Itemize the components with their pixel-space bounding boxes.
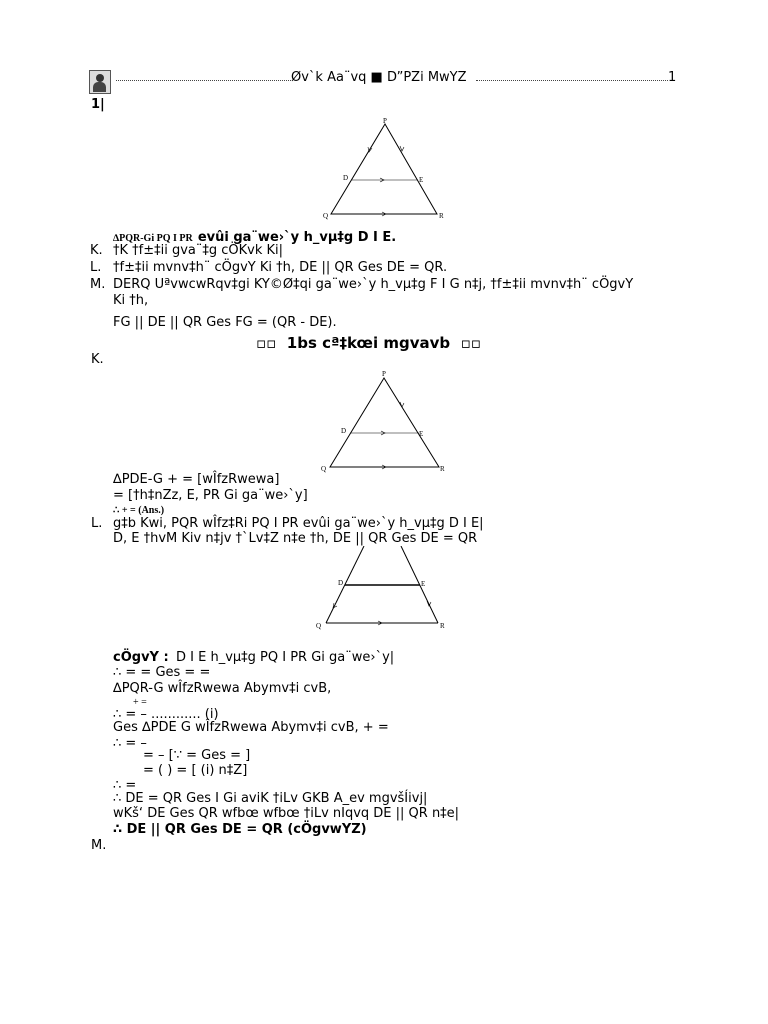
proof-line-3: ∆PQR-G wÎfzRwewa Abymv‡i cvB, (113, 681, 332, 696)
part-m-text: DERQ UªvwcwRqv‡gi KY©Ø‡qi ga¨we›`y h_vµ‡g F I G n‡j, †f±‡ii mvnv‡h¨ cÖgvY (113, 277, 634, 292)
proof-line-7: ∴ = – (113, 736, 147, 751)
label-Q: Q (323, 212, 329, 220)
label-D: D (338, 579, 344, 587)
triangle-figure-2 (318, 370, 448, 474)
solution-k-line-2: = [†h‡nZz, E, PR Gi ga¨we›`y] (113, 488, 308, 503)
proof-line-10: ∴ = (113, 778, 137, 793)
header-leader-right (476, 80, 668, 81)
part-m-formula: FG || DE || QR Ges FG = (QR - DE). (113, 315, 337, 330)
solution-heading-text: 1bs cª‡kœi mgvavb (286, 334, 451, 352)
part-l-label: L. (90, 260, 102, 275)
solution-heading (256, 334, 481, 352)
label-R: R (440, 622, 445, 630)
proof-line-5: ∴ = – ............ (i) (113, 707, 219, 722)
label-Q: Q (321, 465, 327, 473)
part-k-text: †K †f±‡ii gva¨‡g cÖKvk Ki| (113, 243, 284, 258)
part-k-label: K. (90, 243, 103, 258)
label-R: R (440, 465, 445, 473)
solution-k-label: K. (91, 352, 104, 367)
triangle-figure-3 (312, 546, 452, 632)
question-stem-suffix: evûi ga¨we›`y h_vµ‡g D I E. (197, 230, 397, 245)
label-Q: Q (316, 622, 322, 630)
question-number: 1| (91, 97, 105, 112)
proof-heading: cÖgvY : (113, 650, 169, 665)
question-stem-prefix: ∆PQR-Gi PQ I PR (113, 233, 193, 244)
solution-m-label: M. (91, 838, 107, 853)
solution-k-line-1: ∆PDE-G + = [wÎfzRwewa] (113, 472, 280, 487)
part-m-text-cont: Ki †h, (113, 293, 149, 308)
solution-l-line-2: D, E †hvM Kiv n‡jv †`Lv‡Z n‡e †h, DE || QR Ges DE = QR (113, 531, 478, 546)
proof-line-4: + = (133, 697, 147, 708)
page-number: 1 (668, 70, 677, 85)
part-m-label: M. (90, 277, 106, 292)
header-leader-left (116, 80, 291, 81)
label-P: P (383, 118, 387, 125)
proof-conclusion: ∴ DE || QR Ges DE = QR (cÖgvwYZ) (113, 822, 367, 837)
heading-ornament-left-icon: ▫▫ (256, 334, 277, 352)
label-E: E (421, 580, 426, 588)
proof-line-9: = ( ) = [ (i) n‡Z] (143, 763, 248, 778)
proof-line-11: ∴ DE = QR Ges I Gi aviK †iLv GKB A_ev mgvšÍivj| (113, 791, 428, 806)
proof-line-2: ∴ = = Ges = = (113, 665, 211, 680)
header-logo-icon (89, 70, 111, 94)
solution-l-line-1: g‡b Kwi, PQR wÎfz‡Ri PQ I PR evûi ga¨we›`y h_vµ‡g D I E| (113, 516, 484, 531)
label-R: R (439, 212, 444, 220)
solution-k-answer: ∴ + = (Ans.) (113, 505, 165, 516)
label-D: D (341, 427, 347, 435)
solution-l-label: L. (91, 516, 103, 531)
page-title: Øv`k Aa¨vq ■ D”PZi MwYZ (291, 70, 467, 85)
triangle-figure-1 (320, 118, 450, 222)
label-P: P (382, 370, 386, 378)
label-E: E (419, 176, 424, 184)
label-E: E (419, 430, 424, 438)
part-l-text: †f±‡ii mvnv‡h¨ cÖgvY Ki †h, DE || QR Ges DE = QR. (113, 260, 448, 275)
proof-line-8: = – [∵ = Ges = ] (143, 748, 251, 763)
proof-line-6: Ges ∆PDE G wÎfzRwewa Abymv‡i cvB, + = (113, 720, 389, 735)
label-D: D (343, 174, 349, 182)
heading-ornament-right-icon: ▫▫ (460, 334, 481, 352)
proof-line-12: wKš‘ DE Ges QR wfbœ wfbœ †iLv nIqvq DE || QR n‡e| (113, 806, 460, 821)
proof-line-1: D I E h_vµ‡g PQ I PR Gi ga¨we›`y| (176, 650, 395, 665)
